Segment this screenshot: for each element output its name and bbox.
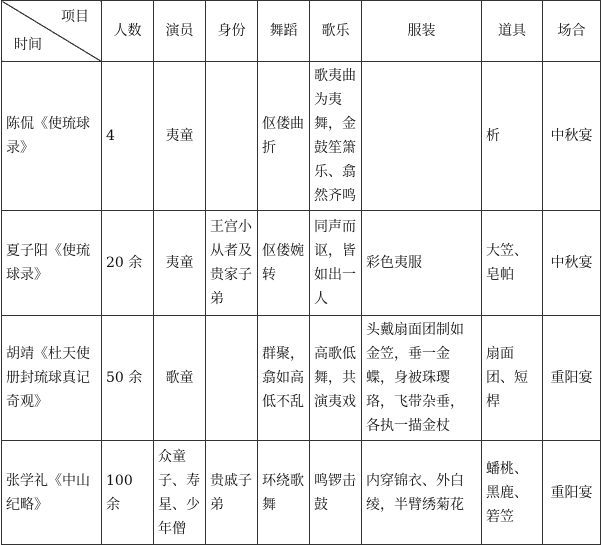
cell-performer: 众童子、寿星、少年僧 — [154, 441, 206, 545]
cell-occasion: 中秋宴 — [543, 211, 601, 316]
cell-occasion: 重阳宴 — [543, 441, 601, 545]
header-identity: 身份 — [206, 1, 258, 62]
table-row — [2, 441, 601, 545]
performance-table — [1, 0, 601, 545]
cell-performer: 夷童 — [154, 62, 206, 211]
table-row — [2, 62, 601, 211]
cell-props: 大笠、皂帕 — [482, 211, 543, 316]
cell-occasion: 中秋宴 — [543, 62, 601, 211]
cell-time: 张学礼《中山纪略》 — [2, 441, 102, 545]
cell-costume — [362, 62, 482, 211]
corner-header-item: 项目 — [61, 9, 89, 25]
header-count: 人数 — [102, 1, 154, 62]
header-music: 歌乐 — [310, 1, 362, 62]
cell-dance: 群聚，翕如高低不乱 — [258, 316, 310, 441]
cell-props: 扇面团、短桿 — [482, 316, 543, 441]
header-dance: 舞蹈 — [258, 1, 310, 62]
cell-music: 同声而讴，皆如出一人 — [310, 211, 362, 316]
header-row — [2, 1, 601, 62]
header-costume: 服装 — [362, 1, 482, 62]
corner-header-time: 时间 — [14, 37, 42, 53]
cell-identity: 贵戚子弟 — [206, 441, 258, 545]
cell-performer: 歌童 — [154, 316, 206, 441]
cell-time: 陈侃《使琉球录》 — [2, 62, 102, 211]
cell-count: 50 余 — [102, 316, 154, 441]
cell-dance: 伛偻曲折 — [258, 62, 310, 211]
table-row — [2, 316, 601, 441]
cell-music: 鸣锣击鼓 — [310, 441, 362, 545]
header-performer: 演员 — [154, 1, 206, 62]
corner-header-cell — [2, 1, 102, 62]
cell-identity — [206, 316, 258, 441]
cell-costume: 内穿锦衣、外白绫，半臂绣菊花 — [362, 441, 482, 545]
cell-time: 胡靖《杜天使册封琉球真记奇观》 — [2, 316, 102, 441]
table-row — [2, 211, 601, 316]
cell-performer: 夷童 — [154, 211, 206, 316]
cell-count: 4 — [102, 62, 154, 211]
cell-identity — [206, 62, 258, 211]
cell-props: 析 — [482, 62, 543, 211]
cell-costume: 头戴扇面团制如金笠，垂一金蝶，身被珠璎珞，飞带杂垂，各执一描金杖 — [362, 316, 482, 441]
header-occasion: 场合 — [543, 1, 601, 62]
cell-time: 夏子阳《使琉球录》 — [2, 211, 102, 316]
cell-count: 20 余 — [102, 211, 154, 316]
cell-count: 100 余 — [102, 441, 154, 545]
cell-music: 歌夷曲为夷舞，金鼓笙箫乐、翕然齐鸣 — [310, 62, 362, 211]
cell-identity: 王宫小从者及贵家子弟 — [206, 211, 258, 316]
header-props: 道具 — [482, 1, 543, 62]
cell-occasion: 重阳宴 — [543, 316, 601, 441]
cell-music: 高歌低舞，共演夷戏 — [310, 316, 362, 441]
cell-dance: 环绕歌舞 — [258, 441, 310, 545]
cell-props: 蟠桃、黑鹿、箬笠 — [482, 441, 543, 545]
cell-costume: 彩色夷服 — [362, 211, 482, 316]
cell-dance: 伛偻婉转 — [258, 211, 310, 316]
